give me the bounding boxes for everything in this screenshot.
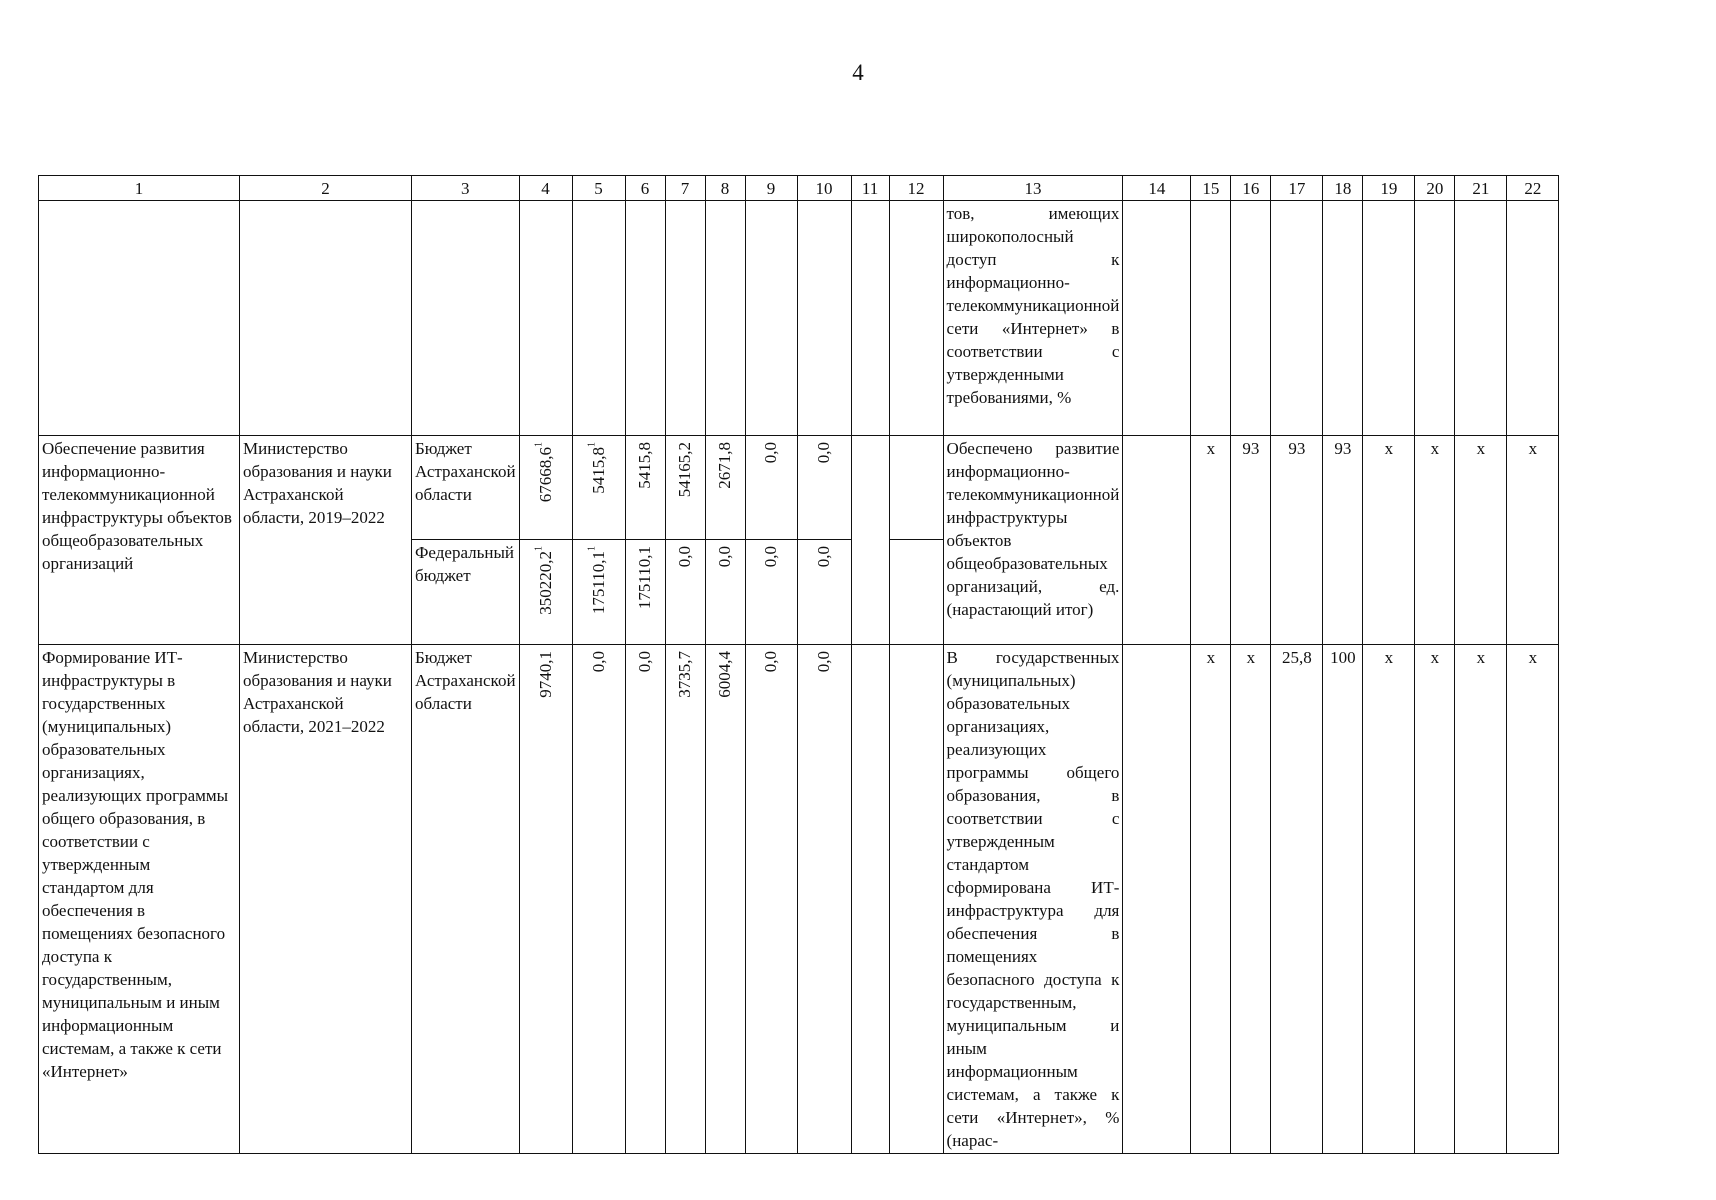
amount-cell: 67668,6$^1$ — [519, 436, 572, 540]
header-cell: 14 — [1123, 176, 1191, 201]
page-number: 4 — [852, 60, 864, 85]
amount-cell: 175110,1 — [625, 540, 665, 645]
amount-cell: 0,0 — [745, 436, 797, 540]
table-row-continuation — [39, 201, 1559, 436]
amount-cell: 6004,4 — [705, 645, 745, 1154]
table-row-ict-development — [39, 436, 1559, 540]
header-cell: 3 — [412, 176, 520, 201]
indicator-cell: В государственных (муниципальных) образовательных организациях, реализующих программы общего образования, в соответствии с утвержденным стандартом сформирована ИТ-инфраструктура для обеспечения в помещениях безопасного доступа к государственным, муниципальным и иным информационным системам, а также к сети «Интернет», % (нарас- — [943, 645, 1123, 1154]
amount-cell: 0,0 — [705, 540, 745, 645]
header-cell: 10 — [797, 176, 851, 201]
header-cell: 18 — [1323, 176, 1363, 201]
amount-cell: 0,0 — [745, 540, 797, 645]
value-cell: 93 — [1271, 436, 1323, 645]
value-cell: x — [1231, 645, 1271, 1154]
amount-cell: 0,0 — [797, 540, 851, 645]
executor-cell: Министерство образования и науки Астраханской области, 2021–2022 — [240, 645, 412, 1154]
funding-source-cell: Бюджет Астраханской области — [412, 436, 520, 540]
funding-source-cell: Федеральный бюджет — [412, 540, 520, 645]
value-cell: x — [1363, 436, 1415, 645]
amount-cell: 0,0 — [797, 436, 851, 540]
header-row — [39, 176, 1559, 201]
value-cell: 93 — [1323, 436, 1363, 645]
header-cell: 9 — [745, 176, 797, 201]
value-cell: 100 — [1323, 645, 1363, 1154]
value-cell: x — [1455, 436, 1507, 645]
amount-cell: 5415,8$^1$ — [572, 436, 625, 540]
amount-cell: 0,0 — [797, 645, 851, 1154]
value-cell: x — [1415, 645, 1455, 1154]
event-name-cell: Обеспечение развития информационно-телекоммуникационной инфраструктуры объектов общеобразовательных организаций — [39, 436, 240, 645]
header-cell: 2 — [240, 176, 412, 201]
header-cell: 20 — [1415, 176, 1455, 201]
value-cell: x — [1363, 645, 1415, 1154]
amount-cell: 0,0 — [745, 645, 797, 1154]
value-cell: x — [1415, 436, 1455, 645]
amount-cell: 350220,2$^1$ — [519, 540, 572, 645]
value-cell: x — [1507, 436, 1559, 645]
header-cell: 19 — [1363, 176, 1415, 201]
header-cell: 16 — [1231, 176, 1271, 201]
amount-cell: 3735,7 — [665, 645, 705, 1154]
header-cell: 13 — [943, 176, 1123, 201]
value-cell: x — [1191, 645, 1231, 1154]
value-cell: 25,8 — [1271, 645, 1323, 1154]
amount-cell: 0,0 — [625, 645, 665, 1154]
amount-cell: 0,0 — [665, 540, 705, 645]
program-table — [38, 175, 1559, 1154]
executor-cell: Министерство образования и науки Астраханской области, 2019–2022 — [240, 436, 412, 645]
amount-cell: 2671,8 — [705, 436, 745, 540]
amount-cell: 9740,1 — [519, 645, 572, 1154]
header-cell: 4 — [519, 176, 572, 201]
header-cell: 5 — [572, 176, 625, 201]
header-cell: 7 — [665, 176, 705, 201]
value-cell: x — [1191, 436, 1231, 645]
amount-cell: 0,0 — [572, 645, 625, 1154]
funding-source-cell: Бюджет Астраханской области — [412, 645, 520, 1154]
amount-cell: 5415,8 — [625, 436, 665, 540]
header-cell: 8 — [705, 176, 745, 201]
header-cell: 11 — [851, 176, 889, 201]
header-cell: 12 — [889, 176, 943, 201]
event-name-cell: Формирование ИТ-инфраструктуры в государственных (муниципальных) образовательных организациях, реализующих программы общего образования, в соответствии с утвержденным стандартом для обеспечения в помещениях безопасного доступа к государственным, муниципальным и иным информационным системам, а также к сети «Интернет» — [39, 645, 240, 1154]
header-cell: 1 — [39, 176, 240, 201]
value-cell: x — [1455, 645, 1507, 1154]
value-cell: x — [1507, 645, 1559, 1154]
header-cell: 15 — [1191, 176, 1231, 201]
indicator-cell: тов, имеющих широкополосный доступ к информационно-телекоммуникационной сети «Интернет» в соответствии с утвержденными требованиями, % — [943, 201, 1123, 436]
header-cell: 17 — [1271, 176, 1323, 201]
header-cell: 21 — [1455, 176, 1507, 201]
amount-cell: 175110,1$^1$ — [572, 540, 625, 645]
indicator-cell: Обеспечено развитие информационно-телекоммуникационной инфраструктуры объектов общеобразовательных организаций, ед. (нарастающий итог) — [943, 436, 1123, 645]
header-cell: 22 — [1507, 176, 1559, 201]
table-row-it-infrastructure — [39, 645, 1559, 1154]
value-cell: 93 — [1231, 436, 1271, 645]
amount-cell: 54165,2 — [665, 436, 705, 540]
header-cell: 6 — [625, 176, 665, 201]
